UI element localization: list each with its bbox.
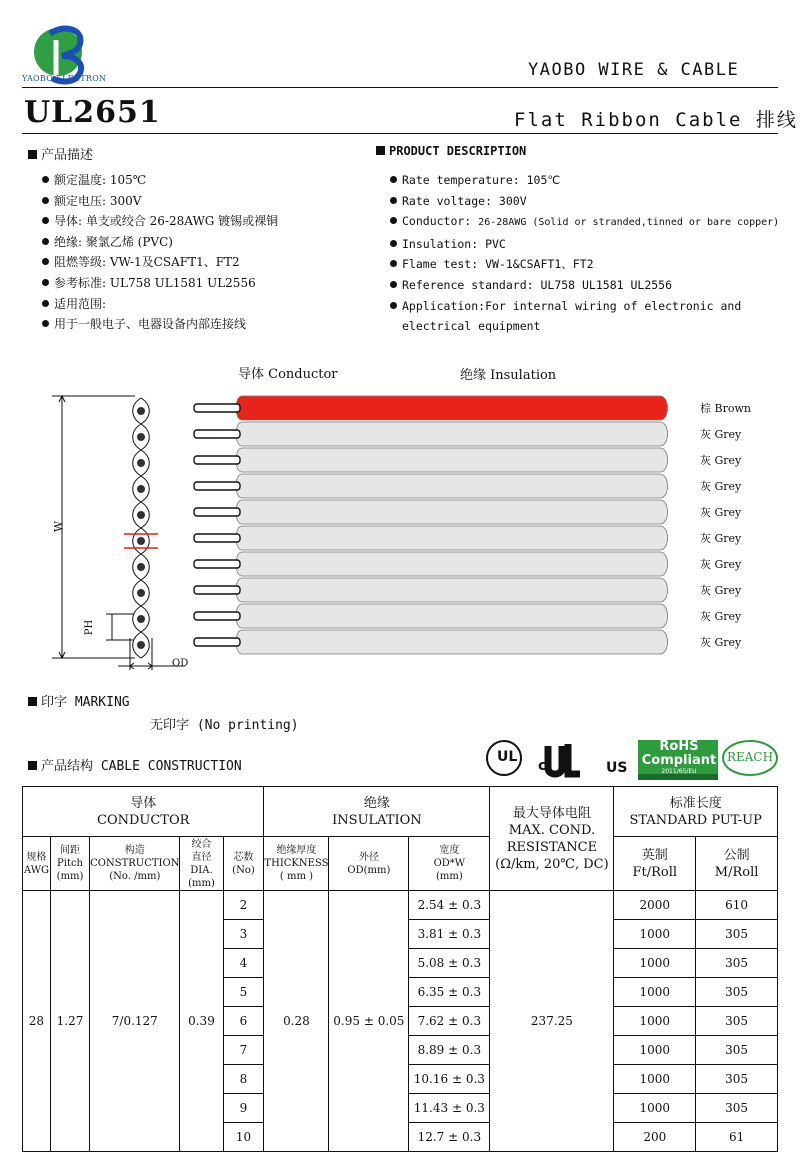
- m-roll-cell: 305: [696, 1036, 778, 1065]
- list-item: Conductor: 26-28AWG (Solid or stranded,tinned or bare copper): [390, 211, 779, 234]
- header-rule: [22, 87, 778, 88]
- insulation-label: 绝缘 Insulation: [460, 368, 557, 383]
- thickness-header: 绝缘厚度 THICKNESS ( mm ): [264, 837, 329, 891]
- conductor-header: 导体 CONDUCTOR: [23, 787, 264, 837]
- cul-c-mark: c: [538, 758, 547, 774]
- od-label: OD: [172, 658, 189, 669]
- cores-cell: 7: [223, 1036, 264, 1065]
- table-subheader-row: [23, 837, 778, 891]
- list-item: Application:For internal wiring of electronic and: [390, 296, 779, 317]
- list-item: 绝缘: 聚氯乙烯 (PVC): [42, 232, 278, 253]
- cores-cell: 8: [223, 1065, 264, 1094]
- cores-cell: 2: [223, 891, 264, 920]
- ribbon-wire: [194, 552, 668, 576]
- pitch-cell: 1.27: [50, 891, 89, 1152]
- list-item: 用于一般电子、电器设备内部连接线: [42, 314, 278, 335]
- table-header-row: [23, 787, 778, 837]
- thickness-cell: 0.28: [264, 891, 329, 1152]
- table-row: [23, 891, 778, 920]
- wire-color-label: 棕 Brown: [700, 402, 751, 415]
- ft-roll-cell: 1000: [614, 1094, 696, 1123]
- ft-roll-cell: 200: [614, 1123, 696, 1152]
- cores-cell: 10: [223, 1123, 264, 1152]
- ft-roll-cell: 1000: [614, 920, 696, 949]
- cul-us-mark: US: [606, 760, 628, 776]
- construction-heading: 产品结构 CABLE CONSTRUCTION: [28, 755, 242, 774]
- ft-roll-cell: 1000: [614, 949, 696, 978]
- ribbon-wire: [194, 526, 668, 550]
- m-roll-cell: 61: [696, 1123, 778, 1152]
- cross-section-wires: [133, 398, 150, 658]
- resistance-cell: 237.25: [490, 891, 614, 1152]
- wire-color-label: 灰 Grey: [700, 532, 742, 545]
- product-subtitle: Flat Ribbon Cable 排线: [514, 109, 798, 131]
- ft-roll-cell: 1000: [614, 1036, 696, 1065]
- conductor-detail: 26-28AWG (Solid or stranded,tinned or bare copper): [478, 217, 780, 229]
- cross-section-diagram: [40, 388, 190, 678]
- m-roll-cell: 305: [696, 978, 778, 1007]
- m-roll-header: 公制 M/Roll: [696, 837, 778, 891]
- wire-color-label: 灰 Grey: [700, 480, 742, 493]
- conductor-core: [194, 560, 240, 568]
- ribbon-wire: [194, 474, 668, 498]
- reach-text: REACH: [726, 750, 774, 764]
- width-cell: 8.89 ± 0.3: [409, 1036, 490, 1065]
- ribbon-wire: [194, 448, 668, 472]
- cable-construction-table: [22, 786, 778, 1152]
- model-number: UL2651: [24, 95, 161, 130]
- ribbon-wire: [194, 604, 668, 628]
- width-cell: 5.08 ± 0.3: [409, 949, 490, 978]
- width-cell: 2.54 ± 0.3: [409, 891, 490, 920]
- list-item: Flame test: VW-1&CSAFT1、FT2: [390, 254, 779, 275]
- ft-roll-cell: 1000: [614, 1007, 696, 1036]
- wire-color-label: 灰 Grey: [700, 506, 742, 519]
- desc-en-heading: PRODUCT DESCRIPTION: [376, 144, 526, 158]
- logo-text: YAOBO ELECTRON: [22, 74, 107, 83]
- cores-cell: 5: [223, 978, 264, 1007]
- title-rule: [22, 133, 778, 134]
- cul-us-icon: [548, 744, 580, 774]
- cores-cell: 9: [223, 1094, 264, 1123]
- awg-header: 规格 AWG: [23, 837, 51, 891]
- m-roll-cell: 305: [696, 1065, 778, 1094]
- od-header: 外径 OD(mm): [329, 837, 409, 891]
- construction-cell: 7/0.127: [90, 891, 180, 1152]
- width-label: W: [52, 520, 66, 533]
- od-cell: 0.95 ± 0.05: [329, 891, 409, 1152]
- width-header: 宽度 OD*W (mm): [409, 837, 490, 891]
- width-cell: 12.7 ± 0.3: [409, 1123, 490, 1152]
- list-item: 额定电压: 300V: [42, 191, 278, 212]
- pitch-header: 间距 Pitch (mm): [50, 837, 89, 891]
- ft-roll-header: 英制 Ft/Roll: [614, 837, 696, 891]
- conductor-core: [194, 508, 240, 516]
- list-item: Rate voltage: 300V: [390, 191, 779, 212]
- list-item-continuation: electrical equipment: [402, 319, 541, 334]
- ul-mark: UL: [497, 749, 518, 765]
- conductor-label: 导体 Conductor: [238, 367, 338, 382]
- conductor-core: [194, 404, 240, 412]
- marking-value: 无印字 (No printing): [150, 718, 299, 733]
- list-item: 额定温度: 105℃: [42, 170, 278, 191]
- conductor-core: [194, 482, 240, 490]
- ribbon-wire: [194, 396, 668, 420]
- desc-cn-list: [42, 170, 278, 335]
- ft-roll-cell: 1000: [614, 978, 696, 1007]
- width-cell: 10.16 ± 0.3: [409, 1065, 490, 1094]
- width-cell: 6.35 ± 0.3: [409, 978, 490, 1007]
- marking-heading: 印字 MARKING: [28, 691, 130, 710]
- list-item: Reference standard: UL758 UL1581 UL2556: [390, 275, 779, 296]
- conductor-core: [194, 430, 240, 438]
- conductor-core: [194, 456, 240, 464]
- m-roll-cell: 305: [696, 920, 778, 949]
- ribbon-wire: [194, 500, 668, 524]
- m-roll-cell: 305: [696, 1094, 778, 1123]
- m-roll-cell: 305: [696, 1007, 778, 1036]
- desc-en-list: [390, 170, 779, 337]
- conductor-core: [194, 586, 240, 594]
- putup-header: 标准长度 STANDARD PUT-UP: [614, 787, 778, 837]
- ribbon-wire: [194, 630, 668, 654]
- m-roll-cell: 305: [696, 949, 778, 978]
- m-roll-cell: 610: [696, 891, 778, 920]
- diameter-cell: 0.39: [180, 891, 223, 1152]
- list-item: 适用范围:: [42, 294, 278, 315]
- ribbon-cable-drawing: [190, 390, 680, 660]
- cores-cell: 6: [223, 1007, 264, 1036]
- conductor-core: [194, 638, 240, 646]
- conductor-core: [194, 612, 240, 620]
- company-name: YAOBO WIRE & CABLE: [528, 60, 740, 80]
- width-cell: 3.81 ± 0.3: [409, 920, 490, 949]
- wire-color-label: 灰 Grey: [700, 558, 742, 571]
- list-item: Insulation: PVC: [390, 234, 779, 255]
- desc-cn-heading: 产品描述: [28, 144, 93, 163]
- awg-cell: 28: [23, 891, 51, 1152]
- list-item: 阻燃等级: VW-1及CSAFT1、FT2: [42, 252, 278, 273]
- wire-color-label: 灰 Grey: [700, 428, 742, 441]
- cores-cell: 4: [223, 949, 264, 978]
- wire-color-label: 灰 Grey: [700, 584, 742, 597]
- list-item: Rate temperature: 105℃: [390, 170, 779, 191]
- cores-header: 芯数 (No): [223, 837, 264, 891]
- pitch-label: PH: [84, 619, 96, 636]
- rohs-text: RoHS Compliant 2011/65/EU: [641, 739, 717, 775]
- ft-roll-cell: 2000: [614, 891, 696, 920]
- resistance-header: 最大导体电阻 MAX. COND. RESISTANCE (Ω/km, 20℃, DC): [490, 787, 614, 891]
- diameter-header: 绞合 直径DIA. (mm): [180, 837, 223, 891]
- ft-roll-cell: 1000: [614, 1065, 696, 1094]
- list-item: 导体: 单支或绞合 26-28AWG 镀锡或裸铜: [42, 211, 278, 232]
- conductor-core: [194, 534, 240, 542]
- insulation-header: 绝缘 INSULATION: [264, 787, 490, 837]
- wire-color-labels: [700, 402, 751, 662]
- wire-color-label: 灰 Grey: [700, 454, 742, 467]
- list-item: 参考标准: UL758 UL1581 UL2556: [42, 273, 278, 294]
- construction-header: 构造 CONSTRUCTION (No. /mm): [90, 837, 180, 891]
- wire-color-label: 灰 Grey: [700, 610, 742, 623]
- width-cell: 11.43 ± 0.3: [409, 1094, 490, 1123]
- width-cell: 7.62 ± 0.3: [409, 1007, 490, 1036]
- cores-cell: 3: [223, 920, 264, 949]
- ribbon-wire: [194, 578, 668, 602]
- wire-color-label: 灰 Grey: [700, 636, 742, 649]
- ribbon-wire: [194, 422, 668, 446]
